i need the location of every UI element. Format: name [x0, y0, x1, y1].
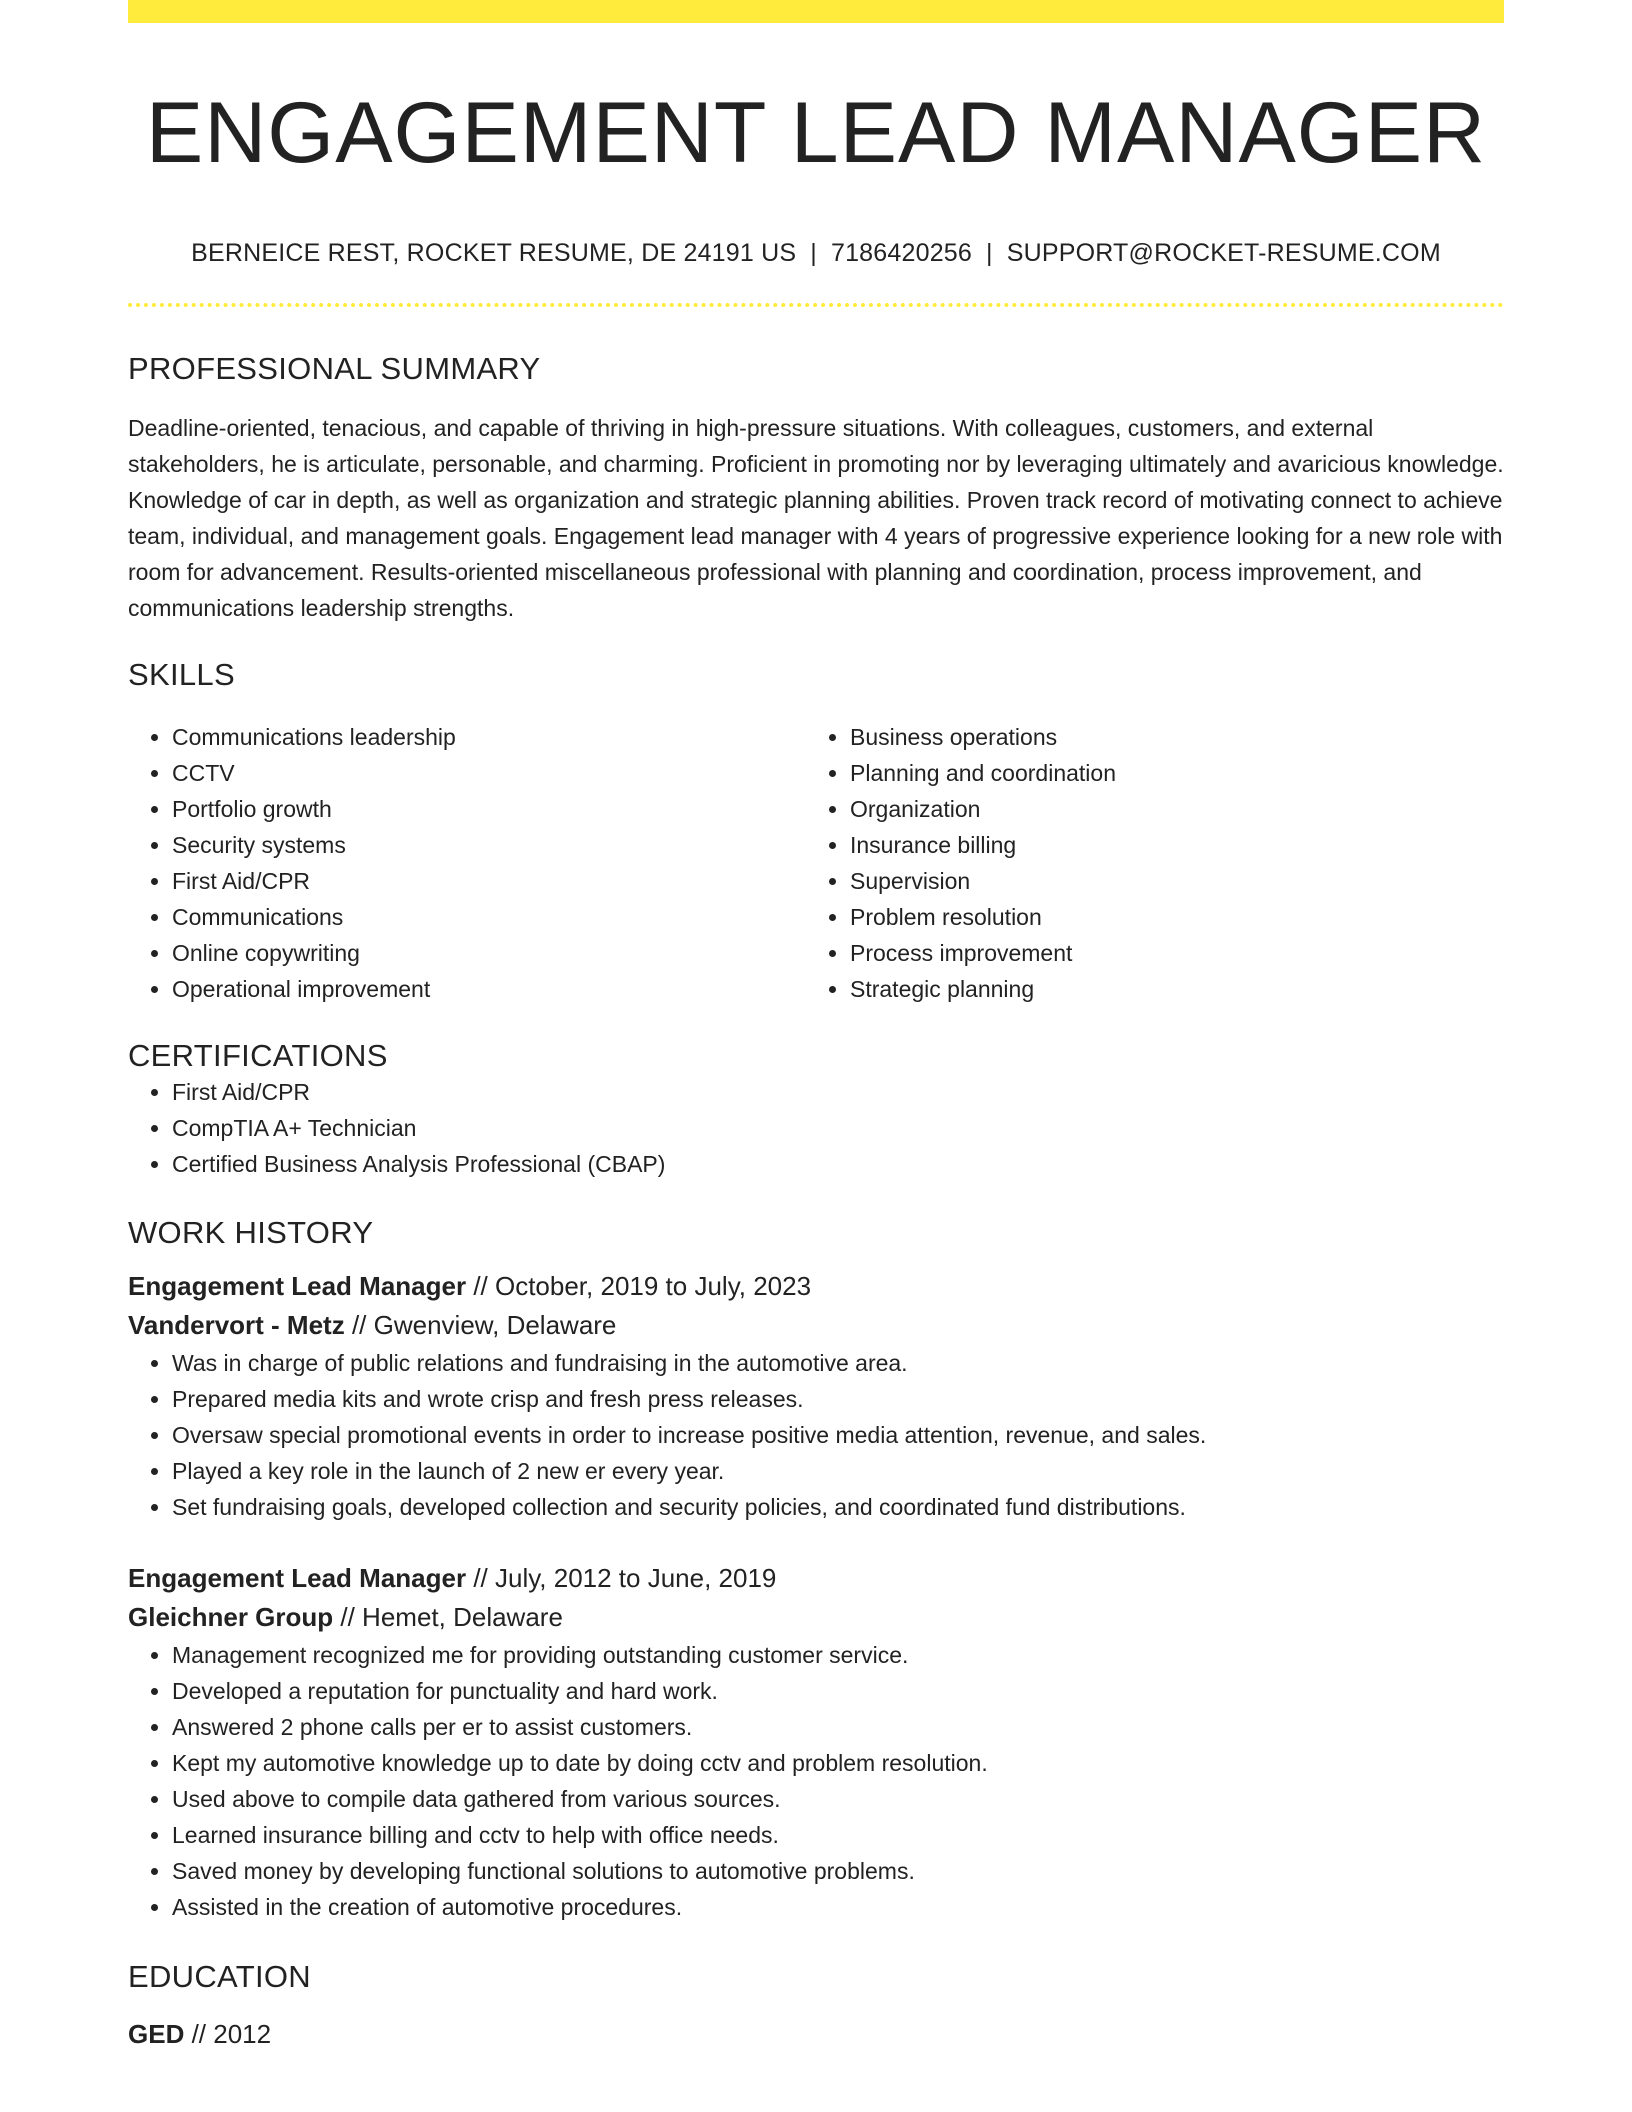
job-company-line: [128, 1598, 1504, 1637]
certifications-heading: CERTIFICATIONS: [128, 1038, 388, 1073]
job-bullet: • Oversaw special promotional events in order to increase positive media attention, revenue, and sales.: [172, 1417, 1504, 1453]
work-history-heading: WORK HISTORY: [128, 1215, 374, 1250]
contact-phone: 7186420256: [830, 239, 973, 267]
skills-heading: SKILLS: [128, 657, 235, 692]
job-company: Vandervort - Metz: [128, 1310, 345, 1340]
skills-list-right: [806, 719, 1484, 1007]
skill-item: • Operational improvement: [172, 971, 806, 1007]
certification-item: • First Aid/CPR: [172, 1074, 1504, 1110]
skills-list-left: [128, 719, 806, 1007]
education-year: // 2012: [191, 2019, 272, 2049]
job-location: // Gwenview, Delaware: [351, 1310, 617, 1340]
job-bullet-list: [128, 1637, 1504, 1925]
job-role: Engagement Lead Manager: [128, 1563, 467, 1593]
skill-item: • First Aid/CPR: [172, 863, 806, 899]
certification-item: • Certified Business Analysis Professional (CBAP): [172, 1146, 1504, 1182]
skill-item: • Insurance billing: [850, 827, 1484, 863]
skill-item: • Portfolio growth: [172, 791, 806, 827]
job-role: Engagement Lead Manager: [128, 1271, 467, 1301]
accent-bar: [128, 0, 1504, 23]
skill-item: • CCTV: [172, 755, 806, 791]
job-bullet-list: [128, 1345, 1504, 1525]
job-bullet: • Kept my automotive knowledge up to date by doing cctv and problem resolution.: [172, 1745, 1504, 1781]
job-bullet: • Was in charge of public relations and fundraising in the automotive area.: [172, 1345, 1504, 1381]
job-company: Gleichner Group: [128, 1602, 334, 1632]
skill-item: • Business operations: [850, 719, 1484, 755]
skill-item: • Supervision: [850, 863, 1484, 899]
skills-column-right: [806, 719, 1484, 1007]
education-entry: [128, 2015, 1504, 2054]
job-bullet: • Prepared media kits and wrote crisp and fresh press releases.: [172, 1381, 1504, 1417]
skill-item: • Organization: [850, 791, 1484, 827]
skill-item: • Problem resolution: [850, 899, 1484, 935]
job-bullet: • Used above to compile data gathered from various sources.: [172, 1781, 1504, 1817]
skill-item: • Security systems: [172, 827, 806, 863]
job-bullet: • Management recognized me for providing outstanding customer service.: [172, 1637, 1504, 1673]
job-entry: [128, 1267, 1504, 1525]
summary-heading: PROFESSIONAL SUMMARY: [128, 351, 541, 386]
skill-item: • Communications: [172, 899, 806, 935]
skill-item: • Planning and coordination: [850, 755, 1484, 791]
job-bullet: • Assisted in the creation of automotive procedures.: [172, 1889, 1504, 1925]
job-company-line: [128, 1306, 1504, 1345]
certification-item: • CompTIA A+ Technician: [172, 1110, 1504, 1146]
job-location: // Hemet, Delaware: [340, 1602, 563, 1632]
contact-separator: |: [810, 239, 817, 267]
skill-item: • Online copywriting: [172, 935, 806, 971]
job-entry: [128, 1559, 1504, 1925]
dotted-divider: [128, 303, 1504, 307]
education-heading: EDUCATION: [128, 1959, 311, 1994]
job-title-line: [128, 1559, 1504, 1598]
job-bullet: • Played a key role in the launch of 2 new er every year.: [172, 1453, 1504, 1489]
skill-item: • Strategic planning: [850, 971, 1484, 1007]
skills-grid: [128, 719, 1504, 1007]
skill-item: • Process improvement: [850, 935, 1484, 971]
certifications-list: [128, 1074, 1504, 1182]
education-degree: GED: [128, 2019, 185, 2049]
skills-column-left: [128, 719, 806, 1007]
job-title-line: [128, 1267, 1504, 1306]
contact-address: BERNEICE REST, ROCKET RESUME, DE 24191 US: [191, 239, 797, 267]
contact-separator: |: [986, 239, 993, 267]
skill-item: • Communications leadership: [172, 719, 806, 755]
job-bullet: • Learned insurance billing and cctv to help with office needs.: [172, 1817, 1504, 1853]
job-dates: // July, 2012 to June, 2019: [473, 1563, 777, 1593]
contact-email: SUPPORT@ROCKET-RESUME.COM: [1006, 239, 1441, 267]
contact-line: [128, 238, 1504, 268]
summary-text: Deadline-oriented, tenacious, and capable of thriving in high-pressure situations. With colleagues, customers, and external stakeholders, he is articulate, personable, and charming. Proficient in promoting nor by leveraging ultimately and avaricious knowledge. Knowledge of car in depth, as well as organization and strategic planning abilities. Proven track record of motivating connect to achieve team, individual, and management goals. Engagement lead manager with 4 years of progressive experience looking for a new role with room for advancement. Results-oriented miscellaneous professional with planning and coordination, process improvement, and communications leadership strengths.: [128, 415, 1504, 621]
resume-page: [128, 0, 1504, 2054]
page-title: ENGAGEMENT LEAD MANAGER: [145, 85, 1487, 181]
job-dates: // October, 2019 to July, 2023: [473, 1271, 812, 1301]
job-bullet: • Answered 2 phone calls per er to assist customers.: [172, 1709, 1504, 1745]
job-bullet: • Set fundraising goals, developed collection and security policies, and coordinated fund distributions.: [172, 1489, 1504, 1525]
job-bullet: • Developed a reputation for punctuality and hard work.: [172, 1673, 1504, 1709]
job-bullet: • Saved money by developing functional solutions to automotive problems.: [172, 1853, 1504, 1889]
